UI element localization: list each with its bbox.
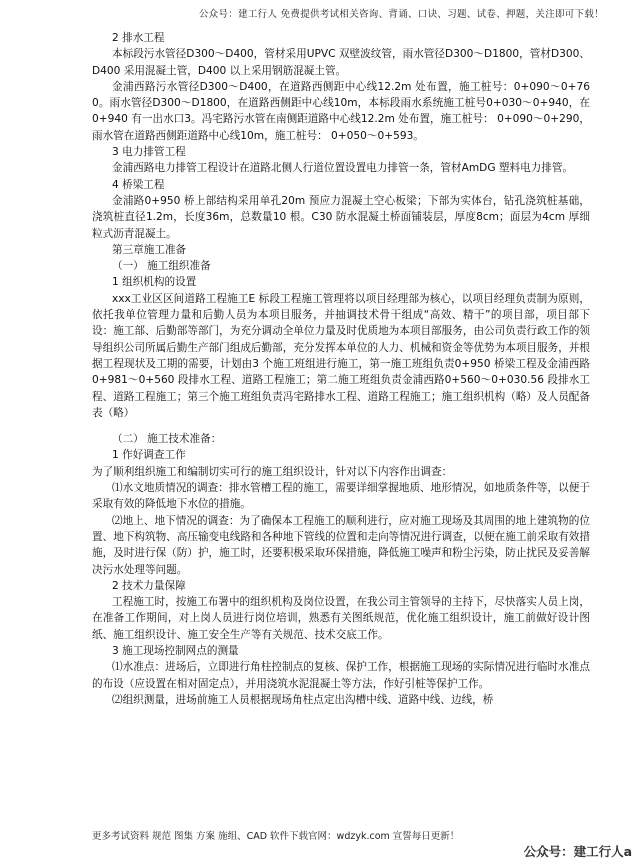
list-item: ⑵组织测量，进场前施工人员根据现场角柱点定出沟槽中线、道路中线、边线，桥 — [112, 693, 494, 706]
paragraph-gap — [92, 421, 590, 431]
list-item: ⑴水准点：进场后，立即进行角柱控制点的复核、保护工作，根据施工现场的实际情况进行临时水准点的布设（应设置在相对固定点），并用浇筑水泥混凝土等方法，作好引桩等保护工作。 — [92, 661, 590, 690]
body-paragraph: 金浦西路污水管径D300～D400，在道路西侧距中心线12.2m 处布置，施工桩号：0+090～0+760。雨水管径D300～D1800，在道路西侧距中心线10m，本标段雨水系统施工桩号0+030～0+940，在0+940 有一出水口3。冯宅路污水管在南侧距道路中心线12.2m 处布置，施工桩号： 0+090～0+290，雨水管在道路西侧距道路中心线10m，施工桩号： 0+050～0+593。 — [92, 80, 590, 142]
chapter-heading: 第三章施工准备 — [112, 243, 187, 256]
watermark: 公众号：建工行人a — [523, 844, 632, 859]
section-heading: 4 桥梁工程 — [112, 178, 165, 191]
body-paragraph: xxx工业区区间道路工程施工E 标段工程施工管理将以项目经理部为核心，以项目经理负责制为原则，依托我单位管理力量和后勤人员为本项目服务，并抽调技术骨干组成“高效、精干”的项目部，项目部下设：施工部、后勤部等部门，为充分调动全单位力量及时优质地为本项目部服务，由公司负责行政工作的领导组织公司所属后勤生产部门组成后勤部，充分发挥本单位的人力、机械和资金等优势为本项目服务，并根据工程现状及工期的需要，计划由3 个施工班组进行施工，第一施工班组负责0+950 桥梁工程及金浦西路0+981～0+560 段排水工程、道路工程施工；第二施工班组负责金浦西路0+560～0+030.56 段排水工程、道路工程施工；第三个施工班组负责冯宅路排水工程、道路工程施工；施工组织机构（略）及人员配备表（略） — [92, 292, 590, 419]
subsection-heading: 2 技术力量保障 — [112, 579, 186, 592]
page-footer: 更多考试资料 规范 图集 方案 施组、CAD 软件下载官网：wdzyk.com 宣誓每日更新！ — [92, 831, 460, 842]
body-paragraph: 金浦西路电力排管工程设计在道路北侧人行道位置设置电力排管一条，管材AmDG 塑料电力排管。 — [112, 162, 574, 175]
section-heading: （二） 施工技术准备： — [112, 433, 222, 446]
subsection-heading: 3 施工现场控制网点的测量 — [112, 644, 239, 657]
section-heading: （一） 施工组织准备 — [112, 260, 211, 273]
body-paragraph: 工程施工时，按施工布署中的组织机构及岗位设置，在我公司主管领导的主持下，尽快落实人员上岗，在准备工作期间，对上岗人员进行岗位培训，熟悉有关图纸规范，优化施工组织设计，施工前做好设计图纸、施工组织设计、施工安全生产等有关规范、技术交底工作。 — [92, 596, 590, 641]
subsection-heading: 1 组织机构的设置 — [112, 276, 197, 289]
body-paragraph: 本标段污水管径D300～D400，管材采用UPVC 双壁波纹管，雨水管径D300～D1800，管材D300、D400 采用混凝土管，D400 以上采用钢筋混凝土管。 — [92, 48, 590, 77]
section-heading: 3 电力排管工程 — [112, 146, 186, 159]
list-item: ⑴水文地质情况的调查：排水管槽工程的施工，需要详细掌握地质、地形情况，如地质条件等，以便于采取有效的降低地下水位的措施。 — [92, 482, 590, 511]
list-item: ⑵地上、地下情况的调查：为了确保本工程施工的顺利进行，应对施工现场及其周围的地上建筑物的位置、地下构筑物、高压输变电线路和各种地下管线的位置和走向等情况进行调查，以便在施工前采取有效措施，及时进行保（防）护，施工时，还要积极采取环保措施，降低施工噪声和粉尘污染，防止扰民及妥善解决污水处理等问题。 — [92, 514, 590, 576]
page-header: 公众号：建工行人 免费提供考试相关咨询、背诵、口诀、习题、试卷、押题，关注即可下载！ — [198, 9, 604, 20]
section-heading: 2 排水工程 — [112, 32, 165, 44]
subsection-heading: 1 作好调查工作 — [112, 449, 186, 462]
body-paragraph: 金浦路0+950 桥上部结构采用单孔20m 预应力混凝土空心板梁；下部为实体台，钻孔浇筑桩基础，浇筑桩直径1.2m，长度36m，总数量10 根。C30 防水混凝土桥面铺装层，厚度8cm；面层为4cm 厚细粒式沥青混凝土。 — [92, 194, 590, 240]
body-paragraph: 为了顺利组织施工和编制切实可行的施工组织设计，针对以下内容作出调查： — [92, 465, 453, 478]
document-body — [92, 30, 590, 708]
